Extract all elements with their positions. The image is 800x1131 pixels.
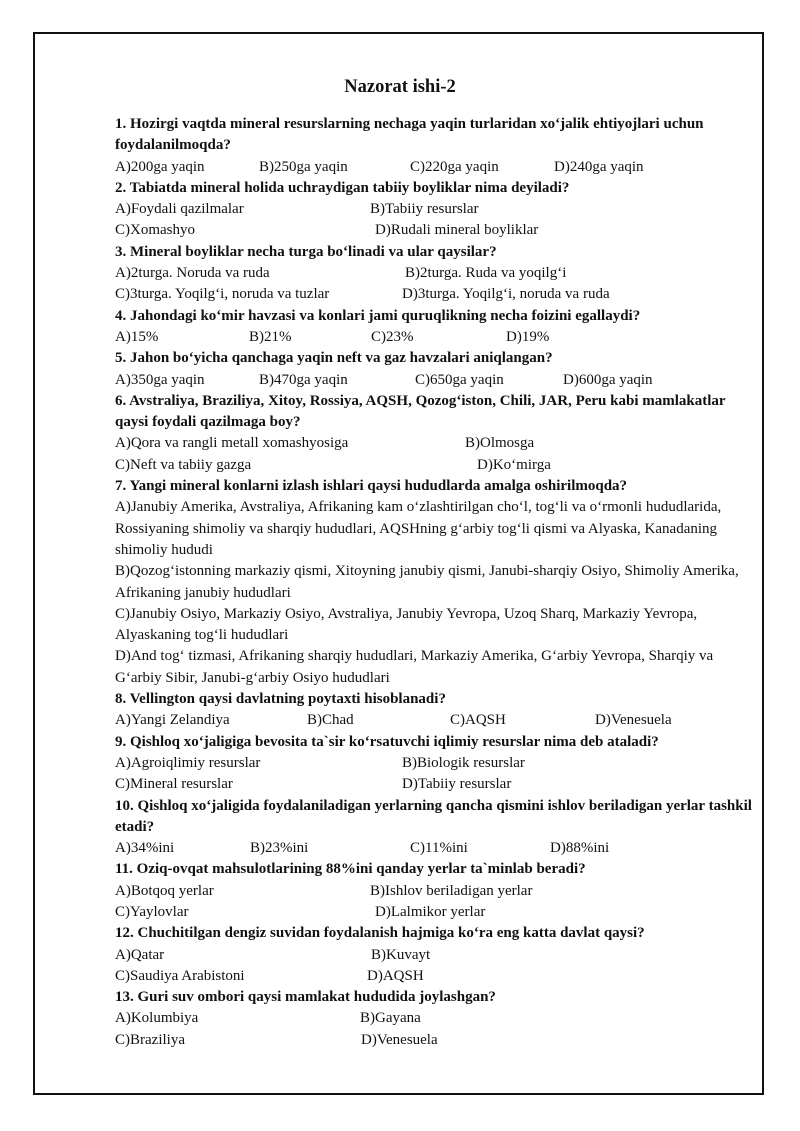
answer-row <box>115 838 755 859</box>
option-d: D)3turga. Yoqilg‘i, noruda va ruda <box>402 286 610 303</box>
question-7 <box>115 476 755 689</box>
option-d: D)Venesuela <box>361 1031 438 1048</box>
question-text: 12. Chuchitilgan dengiz suvidan foydalanish hajmiga ko‘ra eng katta davlat qaysi? <box>115 925 645 942</box>
option-c: C)Yaylovlar <box>115 903 189 920</box>
answer-row <box>115 881 755 902</box>
question-6 <box>115 391 755 476</box>
option-a: A)Agroiqlimiy resurslar <box>115 754 261 771</box>
option-b: B)Qozog‘istonning markaziy qismi, Xitoyning janubiy qismi, Janubi-sharqiy Osiyo, Shimoliy Amerika, Afrikaning janubiy hududlari <box>115 563 739 601</box>
option-a: A)Botqoq yerlar <box>115 882 214 899</box>
question-text: 5. Jahon bo‘yicha qanchaga yaqin neft va gaz havzalari aniqlangan? <box>115 350 553 367</box>
option-d: D)240ga yaqin <box>554 158 644 175</box>
option-d: D)And tog‘ tizmasi, Afrikaning sharqiy hududlari, Markaziy Amerika, G‘arbiy Yevropa, Sharqiy va G‘arbiy Sibir, Janubi-g‘arbiy Osiyo hududlari <box>115 648 714 686</box>
answer-row <box>115 774 755 795</box>
option-b: B)250ga yaqin <box>259 158 348 175</box>
question-3 <box>115 242 755 306</box>
option-c: C)220ga yaqin <box>410 158 499 175</box>
option-c: C)23% <box>371 328 414 345</box>
option-c: C)Xomashyo <box>115 222 195 239</box>
option-b: B)Chad <box>307 712 354 729</box>
option-a: A)Qatar <box>115 946 165 963</box>
question-text: 4. Jahondagi ko‘mir havzasi va konlari jami quruqlikning necha foizini egallaydi? <box>115 307 641 324</box>
question-13 <box>115 987 755 1051</box>
option-c: C)Neft va tabiiy gazga <box>115 456 252 473</box>
answer-row <box>115 220 755 241</box>
question-2 <box>115 178 755 242</box>
question-text: 9. Qishloq xo‘jaligiga bevosita ta`sir ko‘rsatuvchi iqlimiy resurslar nima deb ataladi? <box>115 733 659 750</box>
answer-row <box>115 945 755 966</box>
answer-row <box>115 1030 755 1051</box>
option-b: B)21% <box>249 328 292 345</box>
option-a: A)2turga. Noruda va ruda <box>115 265 270 282</box>
option-b: B)2turga. Ruda va yoqilg‘i <box>405 265 567 282</box>
answer-row <box>115 327 755 348</box>
question-text: 13. Guri suv ombori qaysi mamlakat hududida joylashgan? <box>115 989 496 1006</box>
option-b: B)Olmosga <box>465 435 535 452</box>
question-list <box>115 114 755 1051</box>
question-1 <box>115 114 755 178</box>
option-d: D)Lalmikor yerlar <box>375 903 486 920</box>
answer-row <box>115 157 755 178</box>
option-a: A)Kolumbiya <box>115 1010 199 1027</box>
option-b: B)Gayana <box>360 1010 421 1027</box>
option-a: A)15% <box>115 328 159 345</box>
answer-row <box>115 455 755 476</box>
question-5 <box>115 348 755 391</box>
option-a: A)Yangi Zelandiya <box>115 712 230 729</box>
option-c: C)Braziliya <box>115 1031 185 1048</box>
option-d: D)Venesuela <box>595 712 672 729</box>
option-d: D)AQSH <box>367 967 424 984</box>
question-text: 6. Avstraliya, Braziliya, Xitoy, Rossiya, AQSH, Qozog‘iston, Chili, JAR, Peru kabi mamlakatlar qaysi foydali qazilmaga boy? <box>115 392 726 431</box>
answer-row <box>115 263 755 284</box>
answer-row <box>115 284 755 305</box>
option-b: B)470ga yaqin <box>259 371 348 388</box>
option-d: D)Ko‘mirga <box>477 456 551 473</box>
option-a: A)Janubiy Amerika, Avstraliya, Afrikaning kam o‘zlashtirilgan cho‘l, tog‘li va o‘rmonli hududlarida, Rossiyaning shimoliy va sharqiy hududlari, AQSHning g‘arbiy tog‘li qismi va Alyaska, Kanadaning shimoliy hududi <box>115 499 722 558</box>
question-10 <box>115 796 755 860</box>
question-12 <box>115 923 755 987</box>
option-b: B)Biologik resurslar <box>402 754 525 771</box>
question-text: 11. Oziq-ovqat mahsulotlarining 88%ini qanday yerlar ta`minlab beradi? <box>115 861 586 878</box>
option-c: C)11%ini <box>410 840 468 857</box>
option-c: C)650ga yaqin <box>415 371 504 388</box>
answer-row <box>115 710 755 731</box>
question-text: 8. Vellington qaysi davlatning poytaxti hisoblanadi? <box>115 691 446 708</box>
question-text: 7. Yangi mineral konlarni izlash ishlari qaysi hududlarda amalga oshirilmoqda? <box>115 478 628 495</box>
question-4 <box>115 306 755 349</box>
option-c: C)Mineral resurslar <box>115 776 233 793</box>
option-d: D)19% <box>506 328 550 345</box>
answer-row <box>115 902 755 923</box>
answer-row <box>115 433 755 454</box>
option-d: D)600ga yaqin <box>563 371 653 388</box>
question-text: 10. Qishloq xo‘jaligida foydalaniladigan yerlarning qancha qismini ishlov beriladigan yerlar tashkil etadi? <box>115 797 752 835</box>
option-b: B)23%ini <box>250 840 309 857</box>
option-a: A)Foydali qazilmalar <box>115 201 244 218</box>
option-a: A)Qora va rangli metall xomashyosiga <box>115 435 349 452</box>
option-a: A)200ga yaqin <box>115 158 205 175</box>
answer-row <box>115 753 755 774</box>
option-b: B)Ishlov beriladigan yerlar <box>370 882 533 899</box>
question-9 <box>115 732 755 796</box>
option-d: D)Tabiiy resurslar <box>402 776 512 793</box>
answer-row <box>115 966 755 987</box>
option-c: C)Saudiya Arabistoni <box>115 967 245 984</box>
option-c: C)AQSH <box>450 712 506 729</box>
option-d: D)88%ini <box>550 840 610 857</box>
question-text: 1. Hozirgi vaqtda mineral resurslarning nechaga yaqin turlaridan xo‘jalik ehtiyojlari uchun foydalanilmoqda? <box>115 116 704 154</box>
question-text: 2. Tabiatda mineral holida uchraydigan tabiiy boyliklar nima deyiladi? <box>115 179 570 196</box>
option-b: B)Kuvayt <box>371 946 431 963</box>
answer-row <box>115 199 755 220</box>
option-a: A)350ga yaqin <box>115 371 205 388</box>
question-8 <box>115 689 755 732</box>
option-b: B)Tabiiy resurslar <box>370 201 479 218</box>
answer-row <box>115 370 755 391</box>
option-d: D)Rudali mineral boyliklar <box>375 222 539 239</box>
question-text: 3. Mineral boyliklar necha turga bo‘linadi va ular qaysilar? <box>115 243 497 260</box>
option-c: C)Janubiy Osiyo, Markaziy Osiyo, Avstraliya, Janubiy Yevropa, Uzoq Sharq, Markaziy Yevropa, Alyaskaning tog‘li hududlari <box>115 605 698 644</box>
option-c: C)3turga. Yoqilg‘i, noruda va tuzlar <box>115 286 330 303</box>
question-11 <box>115 859 755 923</box>
page-title: Nazorat ishi-2 <box>344 77 456 97</box>
answer-row <box>115 1008 755 1029</box>
option-a: A)34%ini <box>115 840 175 857</box>
